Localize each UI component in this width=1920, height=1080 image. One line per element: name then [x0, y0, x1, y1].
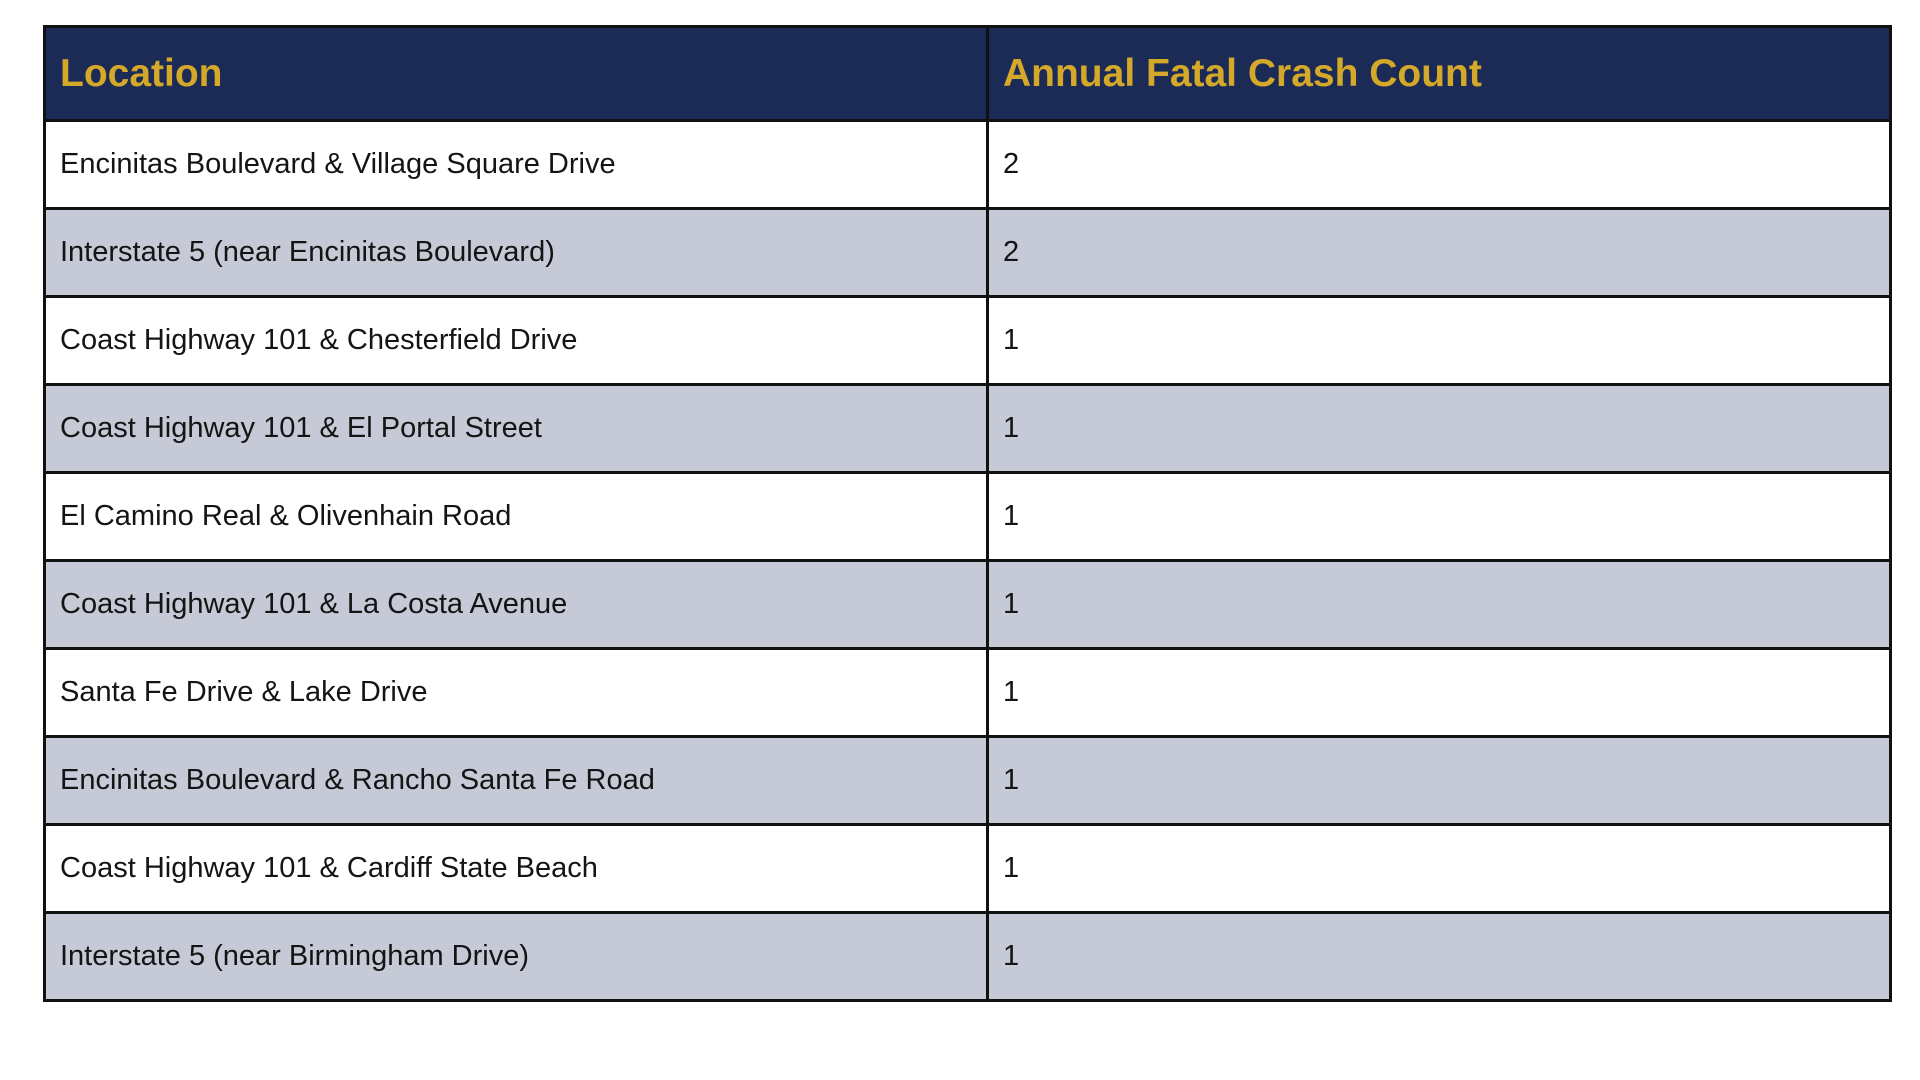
column-header-location: Location [45, 27, 988, 121]
count-cell: 2 [988, 209, 1891, 297]
table-row [45, 121, 1891, 209]
table-row [45, 473, 1891, 561]
table-row [45, 825, 1891, 913]
column-header-fatal-crash-count: Annual Fatal Crash Count [988, 27, 1891, 121]
location-cell: Coast Highway 101 & La Costa Avenue [45, 561, 988, 649]
count-cell: 1 [988, 825, 1891, 913]
count-cell: 1 [988, 913, 1891, 1001]
count-cell: 1 [988, 737, 1891, 825]
count-cell: 1 [988, 385, 1891, 473]
table-row [45, 913, 1891, 1001]
location-cell: El Camino Real & Olivenhain Road [45, 473, 988, 561]
count-cell: 1 [988, 649, 1891, 737]
location-cell: Encinitas Boulevard & Rancho Santa Fe Road [45, 737, 988, 825]
table-header [45, 27, 1891, 121]
location-cell: Interstate 5 (near Encinitas Boulevard) [45, 209, 988, 297]
count-cell: 2 [988, 121, 1891, 209]
location-cell: Encinitas Boulevard & Village Square Drive [45, 121, 988, 209]
table-row [45, 209, 1891, 297]
location-cell: Coast Highway 101 & Cardiff State Beach [45, 825, 988, 913]
table-row [45, 737, 1891, 825]
header-row [45, 27, 1891, 121]
table-row [45, 561, 1891, 649]
count-cell: 1 [988, 561, 1891, 649]
table-row [45, 649, 1891, 737]
location-cell: Interstate 5 (near Birmingham Drive) [45, 913, 988, 1001]
location-cell: Coast Highway 101 & Chesterfield Drive [45, 297, 988, 385]
count-cell: 1 [988, 473, 1891, 561]
table-row [45, 385, 1891, 473]
fatal-crash-table [43, 25, 1892, 1002]
count-cell: 1 [988, 297, 1891, 385]
table-body [45, 121, 1891, 1001]
table-row [45, 297, 1891, 385]
location-cell: Coast Highway 101 & El Portal Street [45, 385, 988, 473]
location-cell: Santa Fe Drive & Lake Drive [45, 649, 988, 737]
crash-table-container [43, 25, 1889, 1002]
